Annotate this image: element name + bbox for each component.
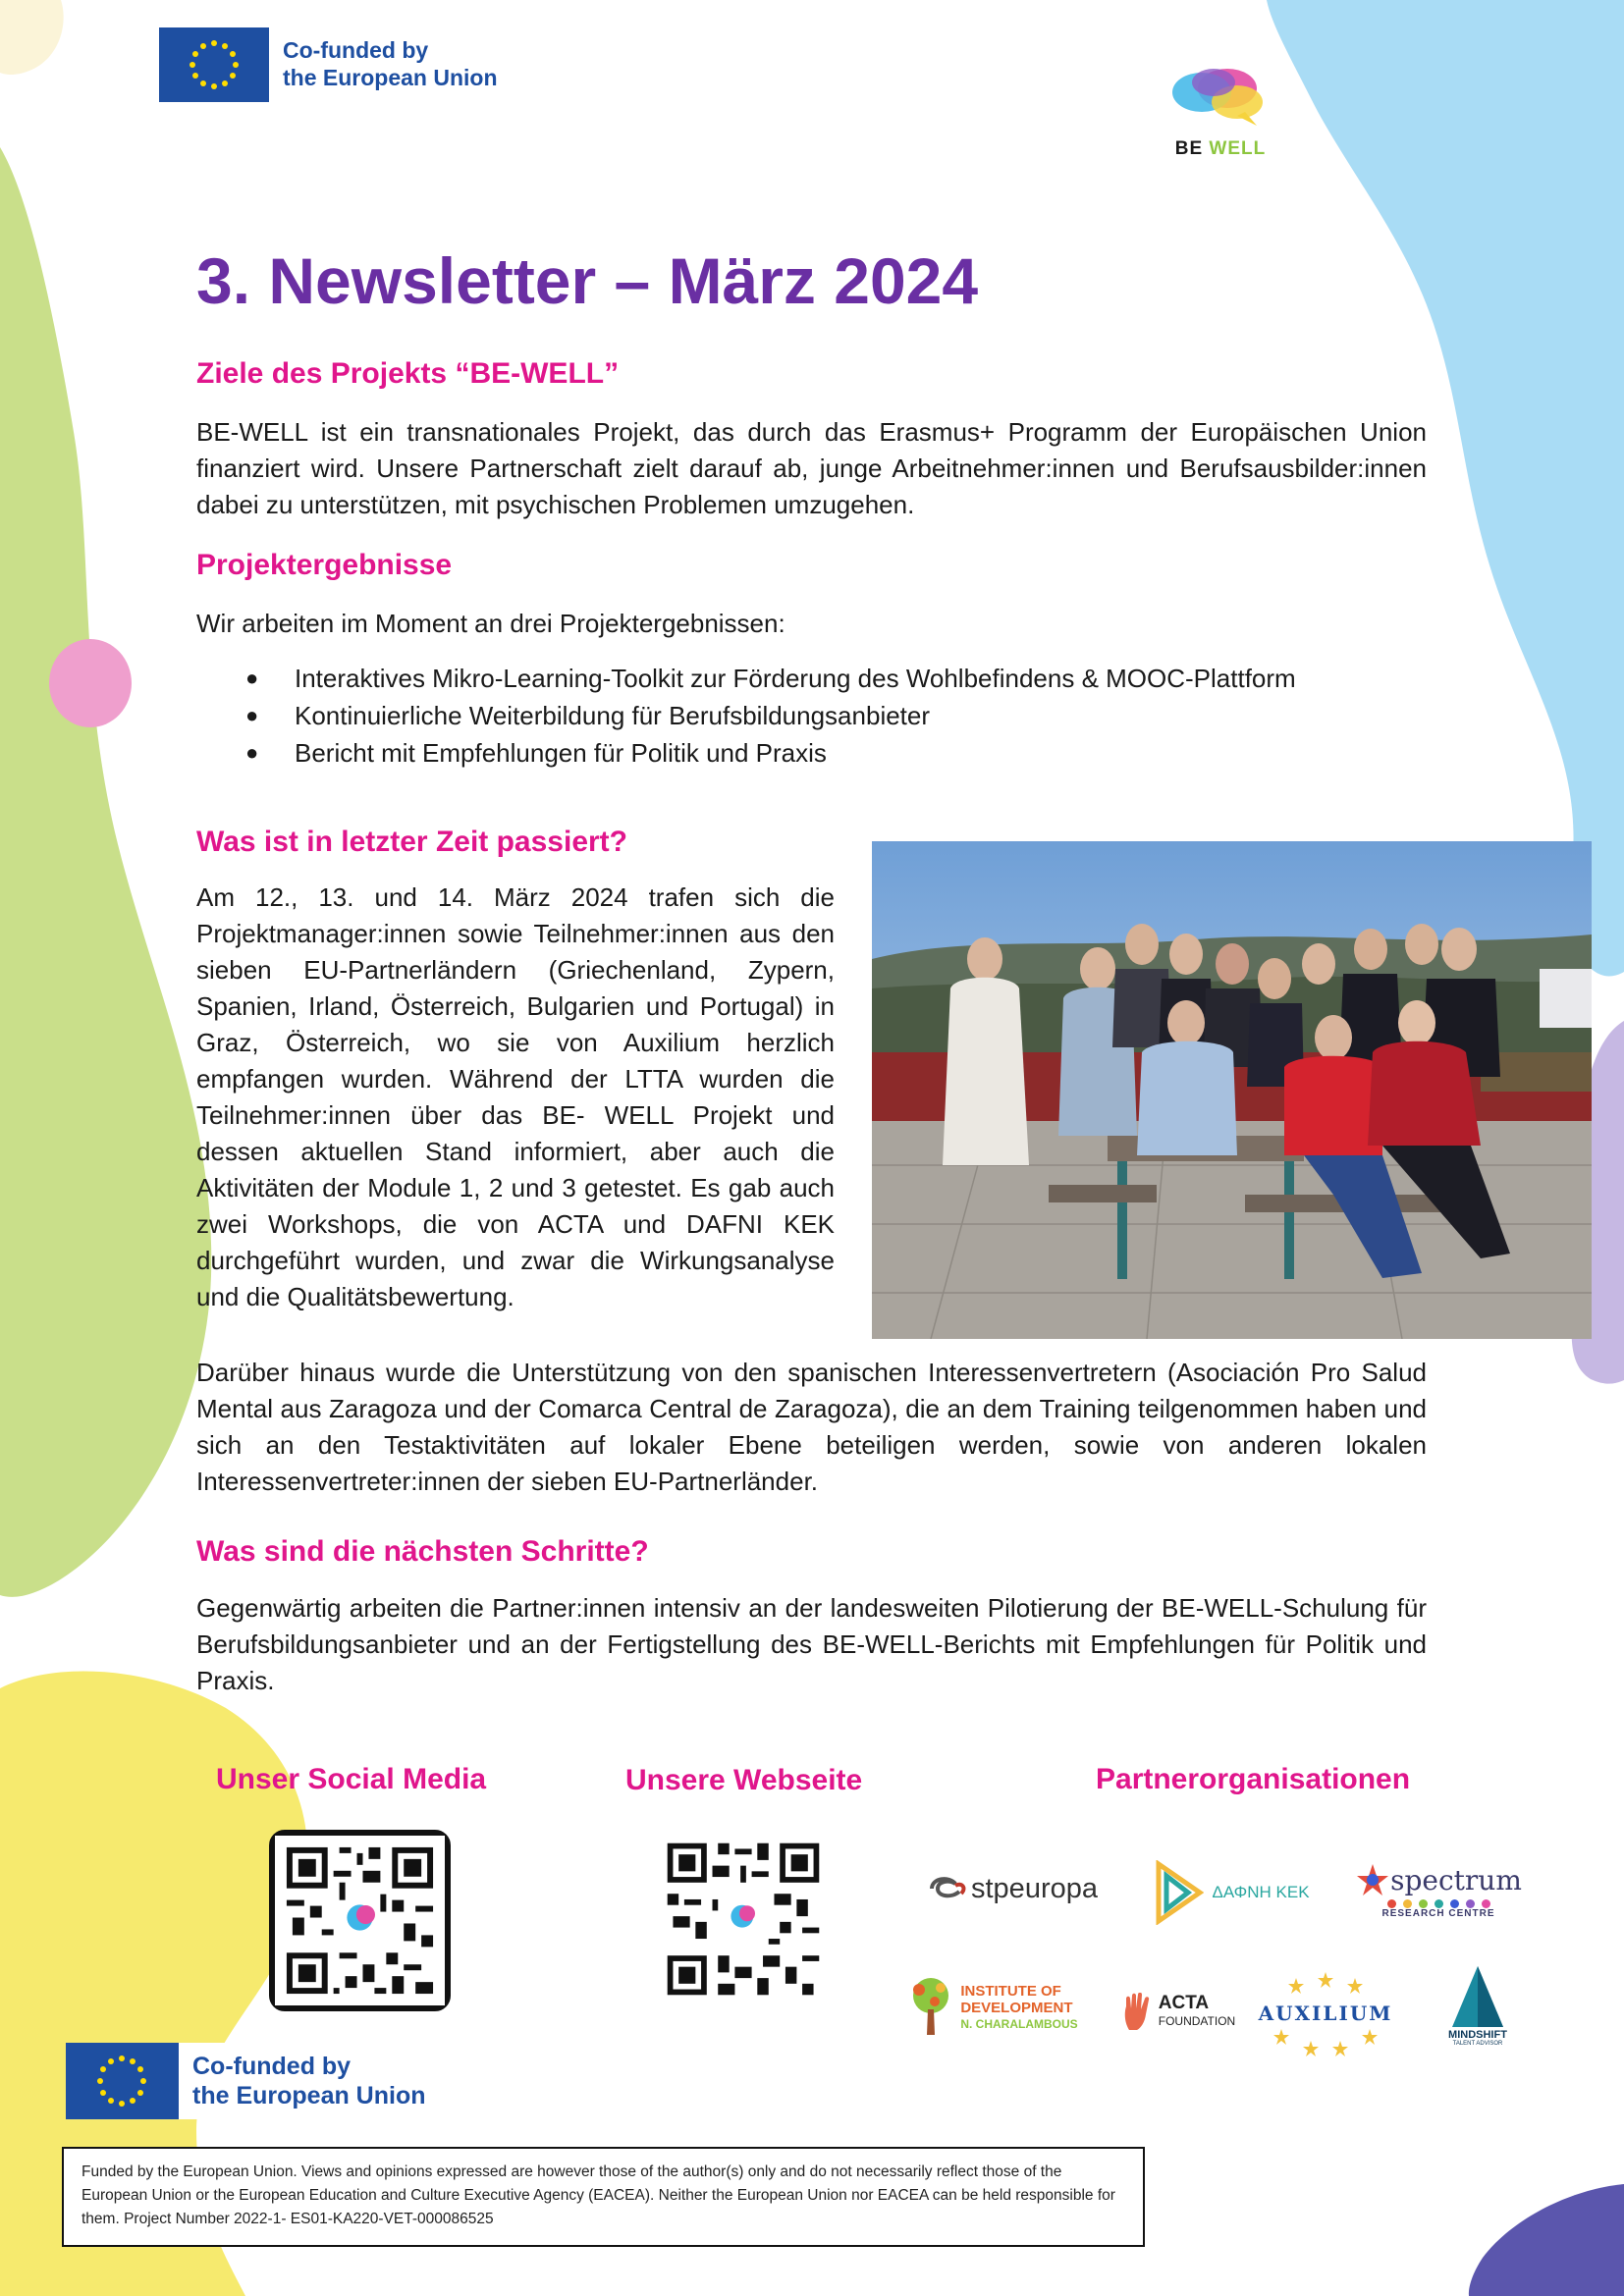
eu-text-line1: Co-funded by: [192, 2053, 352, 2080]
recent-text: Am 12., 13. und 14. März 2024 trafen sich die Projektmanager:innen sowie Teilnehmer:innen aus den sieben EU-Partnerländern (Griechenland, Zypern, Spanien, Irland, Österreich, Bulgarien und Portugal) in Graz, Österreich, wo sie von Auxilium herzlich empfangen wurden. Während der LTTA wurden die Teilnehmer:innen über das BE- WELL Projekt und dessen aktuellen Stand informiert, aber auch die Aktivitäten der Module 1, 2 und 3 getestet. Es gab auch zwei Workshops, die von ACTA und DAFNI KEK durchgeführt wurden, und zwar die Wirkungsanalyse und die Qualitätsbewertung.: [196, 882, 835, 1311]
partner-logo-dafni-kek: [1149, 1860, 1316, 1925]
pink-blob: [49, 639, 132, 727]
partner-logo-stpeuropa: [911, 1864, 1112, 1913]
green-blob: [0, 147, 211, 1597]
goals-text: BE-WELL ist ein transnationales Projekt, das durch das Erasmus+ Programm der Europäischen Union finanziert wird. Unsere Partnerschaft zielt darauf ab, junge Arbeitnehmer:innen und Berufsausbilder:innen dabei zu unterstützen, mit psychischen Problemen umzugehen.: [196, 417, 1427, 519]
partner-logo-institute-of-development: [889, 1973, 1095, 2042]
stpeuropa-swirl-icon: [926, 1872, 969, 1905]
recent-heading: Was ist in letzter Zeit passiert?: [196, 826, 627, 858]
dafni-arrow-icon: [1155, 1860, 1204, 1925]
recent-text-2: Darüber hinaus wurde die Unterstützung von den spanischen Interessenvertretern (Asociación Pro Salud Mental aus Zaragoza und der Comarca Central de Zaragoza), die an dem Training teilgenommen haben und sich an den Testaktivitäten auf lokaler Ebene beteiligen werden, sowie von anderen lokalen Interessenvertreter:innen der sieben EU-Partnerländer.: [196, 1358, 1427, 1496]
partner-logo-acta: [1114, 1988, 1242, 2037]
social-media-heading: Unser Social Media: [216, 1763, 487, 1795]
list-item: ● Interaktives Mikro-Learning-Toolkit zur Förderung des Wohlbefindens & MOOC-Plattform: [245, 660, 1296, 697]
group-photo: [872, 841, 1592, 1339]
acta-sub: FOUNDATION: [1158, 2014, 1236, 2028]
next-steps-heading: Was sind die nächsten Schritte?: [196, 1535, 649, 1568]
partners-heading: Partnerorganisationen: [1096, 1763, 1411, 1795]
mindshift-mountain-icon: [1448, 1964, 1507, 2029]
hand-icon: [1121, 1993, 1155, 2032]
iod-line1: INSTITUTE OF: [960, 1982, 1061, 2000]
tree-icon: [905, 1976, 956, 2039]
website-heading: Unsere Webseite: [625, 1764, 863, 1796]
eu-text-line1: Co-funded by: [283, 37, 429, 64]
funding-disclaimer: Funded by the European Union. Views and opinions expressed are however those of the author(s) only and do not necessarily reflect those of the European Union or the European Education and Culture Executive Agency (EACEA). Neither the European Union nor EACEA can be held responsible for them. Project Number 2022-1- ES01-KA220-VET-000086525: [62, 2147, 1145, 2247]
list-item: ● Kontinuierliche Weiterbildung für Berufsbildungsanbieter: [245, 697, 1296, 734]
partner-logo-spectrum: [1350, 1856, 1527, 1925]
list-item: ● Bericht mit Empfehlungen für Politik und Praxis: [245, 734, 1296, 772]
results-list: [245, 660, 1296, 772]
eu-text-line2: the European Union: [192, 2082, 426, 2109]
indigo-blob: [1469, 2184, 1624, 2296]
iod-line2: DEVELOPMENT: [960, 1999, 1073, 2016]
partner-name: MINDSHIFT: [1448, 2029, 1507, 2041]
website-qr-code[interactable]: [662, 1838, 825, 2001]
iod-line3: N. CHARALAMBOUS: [960, 2016, 1078, 2031]
partner-name: AUXILIUM: [1258, 2002, 1393, 2025]
next-steps-text: Gegenwärtig arbeiten die Partner:innen intensiv an der landesweiten Pilotierung der BE-WELL-Schulung für Berufsbildungsanbieter und an der Fertigstellung des BE-WELL-Berichts mit Empfehlungen für Politik und Praxis.: [196, 1593, 1427, 1695]
goals-heading: Ziele des Projekts “BE-WELL”: [196, 357, 620, 390]
bewell-well: WELL: [1209, 138, 1267, 159]
eu-flag-icon: [66, 2043, 179, 2119]
results-heading: Projektergebnisse: [196, 549, 453, 581]
spectrum-star-icon: [1355, 1862, 1390, 1897]
eu-text-line2: the European Union: [283, 65, 498, 90]
partner-name: spectrum: [1390, 1863, 1522, 1896]
partner-subtitle: RESEARCH CENTRE: [1381, 1908, 1495, 1919]
eu-cofunded-logo-top: [159, 27, 498, 102]
partner-name: ΔΑΦΝΗ ΚΕΚ: [1212, 1883, 1310, 1901]
eu-flag-icon: [159, 27, 269, 102]
bewell-wordmark: [1166, 138, 1274, 160]
results-intro: Wir arbeiten im Moment an drei Projektergebnissen:: [196, 609, 785, 638]
partner-logos-panel: [879, 1811, 1527, 2086]
bewell-speech-bubbles-icon: [1166, 61, 1274, 132]
cream-blob: [0, 0, 64, 75]
acta-name: ACTA: [1158, 1993, 1210, 2013]
partner-logo-auxilium: [1252, 1968, 1399, 2056]
eu-cofunded-logo-bottom: [66, 2043, 434, 2119]
bewell-logo: [1166, 61, 1274, 160]
bewell-be: BE: [1174, 138, 1204, 159]
social-media-qr-code[interactable]: [269, 1830, 451, 2011]
partner-name: stpeuropa: [971, 1872, 1098, 1904]
partner-subtitle: TALENT ADVISOR: [1452, 2041, 1503, 2047]
page-title: 3. Newsletter – März 2024: [196, 244, 979, 317]
partner-logo-mindshift: [1438, 1956, 1517, 2055]
